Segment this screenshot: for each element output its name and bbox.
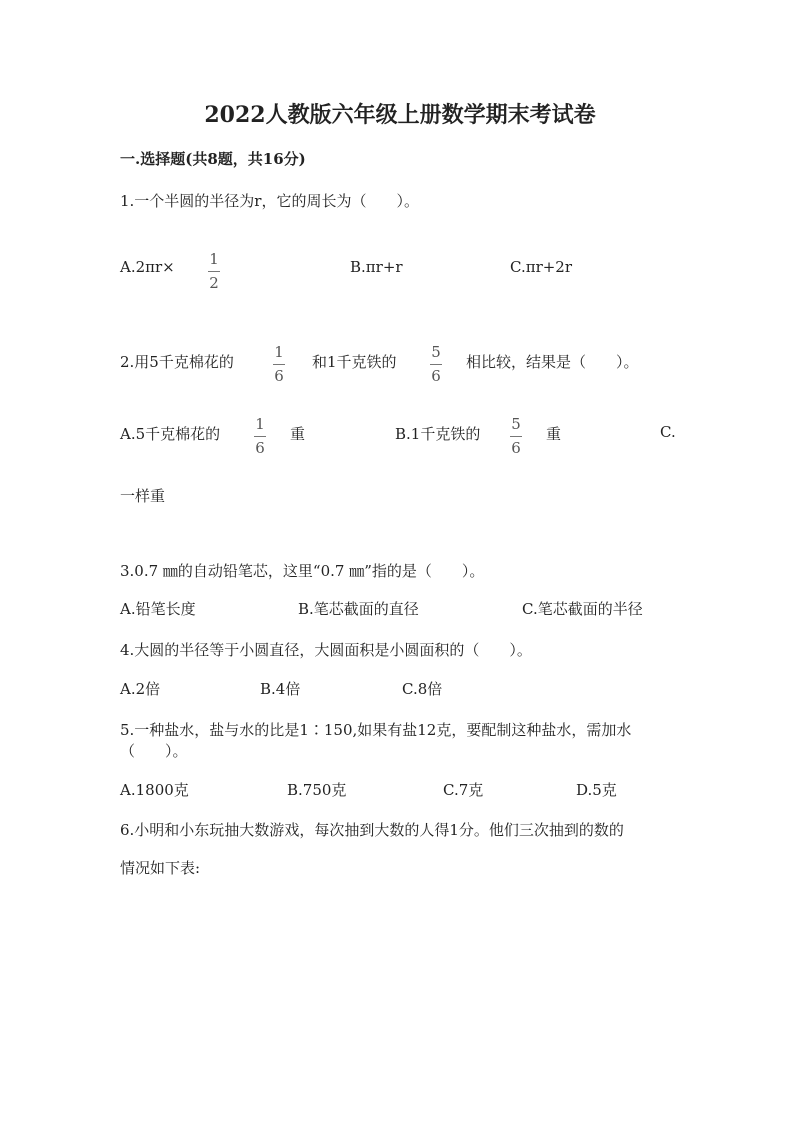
fraction-denominator: 6 [431, 367, 441, 385]
q4-option-c[interactable]: C.8倍 [402, 680, 443, 698]
fraction-numerator: 1 [255, 415, 265, 433]
fraction-bar [510, 436, 522, 437]
q2-stem-fraction-1 [273, 344, 285, 385]
q2-option-b[interactable]: B.1千克铁的 [395, 425, 481, 443]
q2-option-c[interactable]: C. [660, 423, 676, 441]
q2-stem-fraction-2 [430, 344, 442, 385]
q3-option-a[interactable]: A.铅笔长度 [120, 600, 196, 618]
question-3-stem: 3.0.7 ㎜的自动铅笔芯，这里“0.7 ㎜”指的是（ ）。 [120, 562, 485, 580]
q3-option-c[interactable]: C.笔芯截面的半径 [522, 600, 643, 618]
q3-option-b[interactable]: B.笔芯截面的直径 [298, 600, 419, 618]
question-5-stem-line2: （ ）。 [120, 742, 188, 760]
question-5-stem-line1: 5.一种盐水，盐与水的比是1∶150,如果有盐12克，要配制这种盐水，需加水 [120, 721, 632, 739]
question-4-stem: 4.大圆的半径等于小圆直径，大圆面积是小圆面积的（ ）。 [120, 641, 532, 659]
q5-option-d[interactable]: D.5克 [576, 781, 617, 799]
q2-option-b-fraction [510, 416, 522, 457]
q2-option-a-fraction [254, 416, 266, 457]
q4-option-b[interactable]: B.4倍 [260, 680, 301, 698]
question-6-stem-line2: 情况如下表: [120, 859, 201, 877]
fraction-denominator: 6 [511, 439, 521, 457]
fraction-numerator: 1 [209, 250, 219, 268]
fraction-bar [273, 364, 285, 365]
q2-option-a[interactable]: A.5千克棉花的 [120, 425, 221, 443]
question-2-stem-part1: 2.用5千克棉花的 [120, 353, 234, 371]
fraction-denominator: 2 [209, 274, 219, 292]
q1-option-a-fraction [208, 251, 220, 292]
fraction-numerator: 5 [511, 415, 521, 433]
q1-option-a[interactable]: A.2πr× [120, 258, 175, 276]
q2-option-a-suffix: 重 [290, 425, 306, 443]
fraction-denominator: 6 [274, 367, 284, 385]
q5-option-c[interactable]: C.7克 [443, 781, 484, 799]
q5-option-b[interactable]: B.750克 [287, 781, 347, 799]
question-2-stem-part2: 和1千克铁的 [312, 353, 397, 371]
fraction-bar [254, 436, 266, 437]
q1-option-c[interactable]: C.πr+2r [510, 258, 573, 276]
question-2-stem-part3: 相比较，结果是（ ）。 [466, 353, 639, 371]
question-1-stem: 1.一个半圆的半径为r，它的周长为（ ）。 [120, 192, 419, 210]
page-title: 2022人教版六年级上册数学期末考试卷 [204, 102, 596, 128]
q1-option-b[interactable]: B.πr+r [350, 258, 403, 276]
fraction-numerator: 5 [431, 343, 441, 361]
section-heading: 一.选择题(共8题，共16分) [120, 150, 306, 168]
q2-option-b-suffix: 重 [546, 425, 562, 443]
fraction-bar [208, 271, 220, 272]
q5-option-a[interactable]: A.1800克 [120, 781, 189, 799]
fraction-numerator: 1 [274, 343, 284, 361]
fraction-denominator: 6 [255, 439, 265, 457]
q4-option-a[interactable]: A.2倍 [120, 680, 161, 698]
fraction-bar [430, 364, 442, 365]
q2-option-c-text: 一样重 [120, 487, 166, 505]
question-6-stem-line1: 6.小明和小东玩抽大数游戏，每次抽到大数的人得1分。他们三次抽到的数的 [120, 821, 624, 839]
